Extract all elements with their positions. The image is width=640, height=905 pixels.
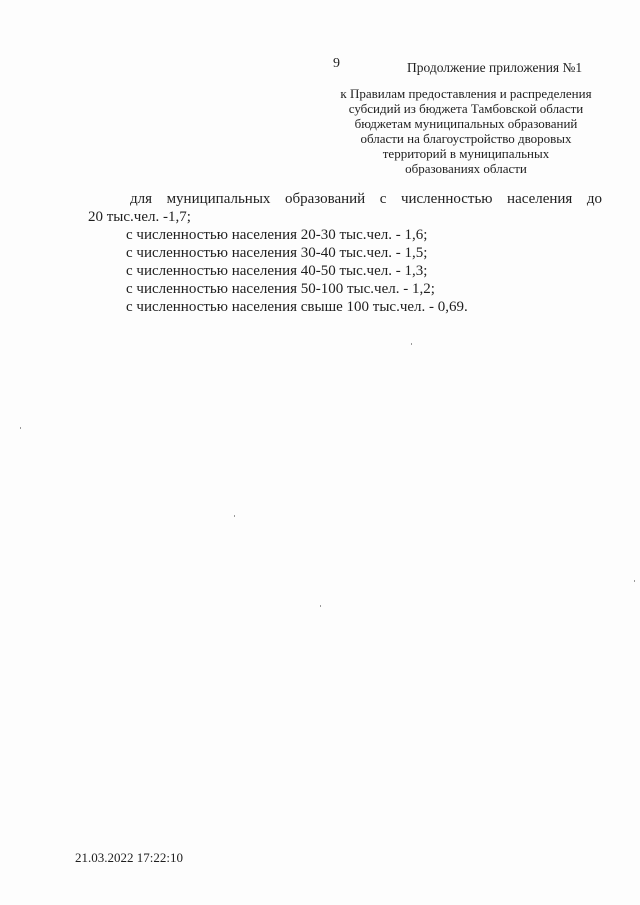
header-line: к Правилам предоставления и распределения xyxy=(340,86,592,101)
scan-speck xyxy=(20,427,21,429)
paragraph: с численностью населения 50-100 тыс.чел. - 1,2; xyxy=(126,281,435,297)
header-line: территорий в муниципальных xyxy=(382,146,550,161)
header-line: образованиях области xyxy=(405,161,527,176)
scan-speck xyxy=(411,343,412,345)
paragraph: с численностью населения 20-30 тыс.чел. - 1,6; xyxy=(126,227,428,243)
first-line xyxy=(88,190,602,208)
word: муниципальных xyxy=(166,191,271,207)
scan-speck xyxy=(634,580,635,582)
scan-speck xyxy=(320,605,321,607)
body-text xyxy=(88,190,602,316)
timestamp: 21.03.2022 17:22:10 xyxy=(75,850,183,865)
word: населения xyxy=(507,191,573,207)
header-line: области на благоустройство дворовых xyxy=(360,131,572,146)
page-number: 9 xyxy=(333,56,340,71)
continuation-label: Продолжение приложения №1 xyxy=(407,60,583,75)
word: с xyxy=(379,191,387,207)
first-line-continuation: 20 тыс.чел. -1,7; xyxy=(88,209,191,225)
header-block xyxy=(330,86,602,176)
header-line: бюджетам муниципальных образований xyxy=(354,116,578,131)
paragraph: с численностью населения 40-50 тыс.чел. - 1,3; xyxy=(126,263,428,279)
word: до xyxy=(586,191,602,207)
scan-speck xyxy=(234,515,235,517)
paragraph: с численностью населения 30-40 тыс.чел. - 1,5; xyxy=(126,245,428,261)
word: образований xyxy=(284,191,366,207)
word: численностью xyxy=(400,191,493,207)
word: для xyxy=(130,191,153,207)
header-line: субсидий из бюджета Тамбовской области xyxy=(348,101,584,116)
paragraph: с численностью населения свыше 100 тыс.чел. - 0,69. xyxy=(126,299,468,315)
